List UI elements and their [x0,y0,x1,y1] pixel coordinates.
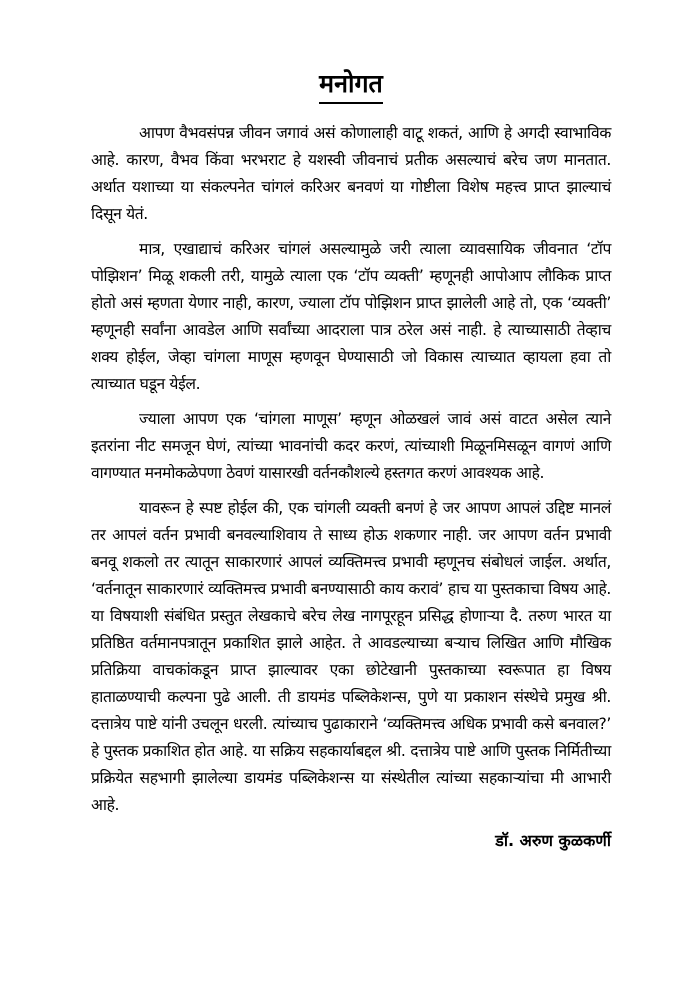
paragraph-3: ज्याला आपण एक ‘चांगला माणूस’ म्हणून ओळखलं जावं असं वाटत असेल त्याने इतरांना नीट समजून घेणं, त्यांच्या भावनांची कदर करणं, त्यांच्याशी मिळूनमिसळून वागणं आणि वागण्यात मनमोकळेपणा ठेवणं यासारखी वर्तनकौशल्ये हस्तगत करणं आवश्यक आहे. [91,410,611,482]
author-signature: डॉ. अरुण कुळकर्णी [495,831,611,850]
paragraph-4: यावरून हे स्पष्ट होईल की, एक चांगली व्यक्ती बनणं हे जर आपण आपलं उद्दिष्ट मानलं तर आपलं वर्तन प्रभावी बनवल्याशिवाय ते साध्य होऊ शकणार नाही. जर आपण वर्तन प्रभावी बनवू शकलो तर त्यातून साकारणारं आपलं व्यक्तिमत्त्व प्रभावी म्हणूनच संबोधलं जाईल. अर्थात, ‘वर्तनातून साकारणारं व्यक्तिमत्त्व प्रभावी बनण्यासाठी काय करावं’ हाच या पुस्तकाचा विषय आहे. या विषयाशी संबंधित प्रस्तुत लेखकाचे बरेच लेख नागपूरहून प्रसिद्ध होणाऱ्या दै. तरुण भारत या प्रतिष्ठित वर्तमानपत्रातून प्रकाशित झाले आहेत. ते आवडल्याच्या बऱ्याच लिखित आणि मौखिक प्रतिक्रिया वाचकांकडून प्राप्त झाल्यावर एका छोटेखानी पुस्तकाच्या स्वरूपात हा विषय हाताळण्याची कल्पना पुढे आली. ती डायमंड पब्लिकेशन्स, पुणे या प्रकाशन संस्थेचे प्रमुख श्री. दत्तात्रेय पाष्टे यांनी उचलून धरली. त्यांच्याच पुढाकाराने ‘व्यक्तिमत्त्व अधिक प्रभावी कसे बनवाल?’ हे पुस्तक प्रकाशित होत आहे. या सक्रिय सहकार्याबद्दल श्री. दत्तात्रेय पाष्टे आणि पुस्तक निर्मितीच्या प्रक्रियेत सहभागी झालेल्या डायमंड पब्लिकेशन्स या संस्थेतील त्यांच्या सहकाऱ्यांचा मी आभारी आहे. [91,499,611,814]
page-title-text: मनोगत [319,66,383,104]
page-title [91,64,611,104]
paragraph-1: आपण वैभवसंपन्न जीवन जगावं असं कोणालाही वाटू शकतं, आणि हे अगदी स्वाभाविक आहे. कारण, वैभव किंवा भरभराट हे यशस्वी जीवनाचं प्रतीक असल्याचं बरेच जण मानतात. अर्थात यशाच्या या संकल्पनेत चांगलं करिअर बनवणं या गोष्टीला विशेष महत्त्व प्राप्त झाल्याचं दिसून येतं. [91,124,611,223]
paragraph-2: मात्र, एखाद्याचं करिअर चांगलं असल्यामुळे जरी त्याला व्यावसायिक जीवनात ‘टॉप पोझिशन’ मिळू शकली तरी, यामुळे त्याला एक ‘टॉप व्यक्ती’ म्हणूनही आपोआप लौकिक प्राप्त होतो असं म्हणता येणार नाही, कारण, ज्याला टॉप पोझिशन प्राप्त झालेली आहे तो, एक ‘व्यक्ती’ म्हणूनही सर्वांना आवडेल आणि सर्वांच्या आदराला पात्र ठरेल असं नाही. हे त्याच्यासाठी तेव्हाच शक्य होईल, जेव्हा चांगला माणूस म्हणवून घेण्यासाठी जो विकास त्याच्यात व्हायला हवा तो त्याच्यात घडून येईल. [91,240,611,393]
document-page [91,64,611,855]
